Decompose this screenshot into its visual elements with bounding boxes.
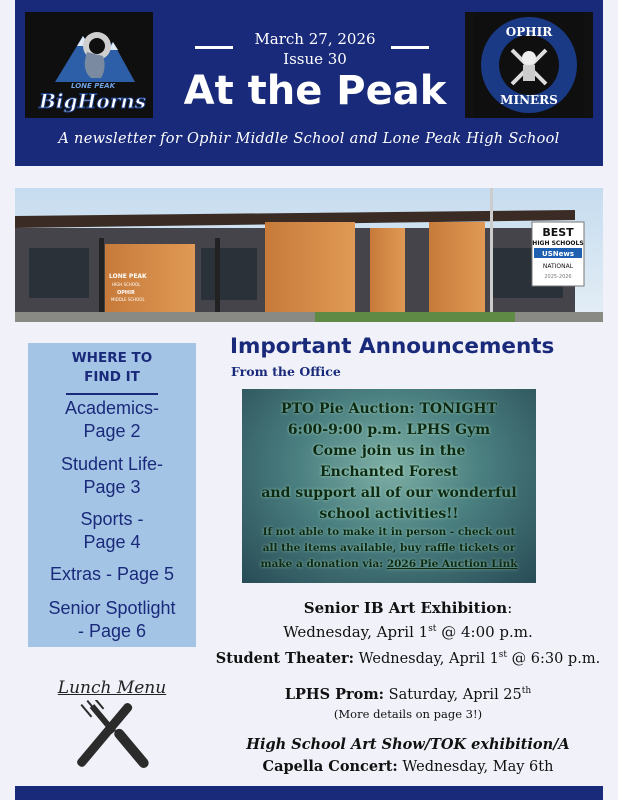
svg-text:NATIONAL: NATIONAL [542, 263, 574, 270]
where-to-find-it-sidebar [28, 343, 196, 647]
issue-number: Issue 30 [283, 50, 347, 68]
lunch-menu-link[interactable]: Lunch Menu [57, 678, 167, 698]
sidebar-heading: WHERE TO FIND IT [71, 350, 153, 385]
footer-bar [15, 786, 603, 800]
newsletter-title: At the Peak [183, 68, 447, 114]
event-art-show: High School Art Show/TOK exhibition/A Capella Concert: Wednesday, May 6th [246, 736, 570, 775]
newsletter-header [15, 0, 603, 166]
pto-line: all the items available, buy raffle tickets or [262, 542, 516, 554]
pto-line: PTO Pie Auction: TONIGHT [280, 401, 498, 417]
sidebar-item-extras[interactable]: Extras - Page 5 [49, 564, 175, 584]
newsletter-subtitle: A newsletter for Ophir Middle School and Lone Peak High School [58, 131, 560, 147]
sidebar-item-sports[interactable]: Sports - Page 4 [80, 509, 144, 552]
pto-line: school activities!! [319, 506, 459, 522]
fork-knife-icon[interactable] [72, 700, 152, 776]
pto-line: Come join us in the [312, 443, 466, 459]
us-news-badge [532, 222, 584, 286]
sidebar-item-student-life[interactable]: Student Life- Page 3 [60, 454, 164, 497]
issue-date: March 27, 2026 [254, 30, 376, 48]
event-ib-art: Senior IB Art Exhibition: Wednesday, April 1st @ 4:00 p.m. [283, 599, 533, 641]
pto-line: Enchanted Forest [320, 464, 458, 480]
pto-line: and support all of our wonderful [261, 485, 517, 501]
pto-line: make a donation via: 2026 Pie Auction Link [260, 558, 518, 570]
announcements-heading: Important Announcements [230, 334, 555, 359]
svg-text:MINERS: MINERS [500, 93, 558, 107]
event-prom-note: (More details on page 3!) [333, 707, 483, 721]
sidebar-item-academics[interactable]: Academics- Page 2 [64, 398, 160, 441]
event-prom: LPHS Prom: Saturday, April 25th [284, 686, 532, 703]
event-student-theater: Student Theater: Wednesday, April 1st @ 6:30 p.m. [215, 650, 601, 667]
svg-text:BEST: BEST [542, 226, 574, 239]
pie-auction-link[interactable]: 2026 Pie Auction Link [386, 558, 518, 570]
school-building-photo [15, 188, 603, 322]
pto-pie-auction-flyer [242, 389, 536, 583]
sidebar-item-senior-spotlight[interactable]: Senior Spotlight - Page 6 [48, 598, 176, 641]
svg-text:LONE PEAK: LONE PEAK [71, 82, 115, 90]
pto-line: If not able to make it in person - check out [262, 526, 516, 538]
svg-text:2025-2026: 2025-2026 [544, 274, 572, 280]
svg-text:BigHorns: BigHorns [39, 89, 147, 113]
svg-text:USNews: USNews [542, 250, 574, 258]
pto-line: 6:00-9:00 p.m. LPHS Gym [287, 422, 491, 438]
svg-text:HIGH SCHOOLS: HIGH SCHOOLS [532, 240, 584, 247]
svg-text:OPHIR: OPHIR [505, 25, 553, 39]
ophir-miners-logo [465, 12, 593, 118]
svg-text:MIDDLE SCHOOL: MIDDLE SCHOOL [111, 297, 145, 302]
bighorns-logo [25, 12, 153, 118]
svg-text:LONE PEAK: LONE PEAK [109, 273, 147, 280]
announcements-subheading: From the Office [231, 364, 341, 379]
svg-text:OPHIR: OPHIR [117, 290, 135, 296]
svg-text:HIGH SCHOOL: HIGH SCHOOL [112, 282, 141, 287]
sidebar-heading-rule [66, 393, 158, 395]
